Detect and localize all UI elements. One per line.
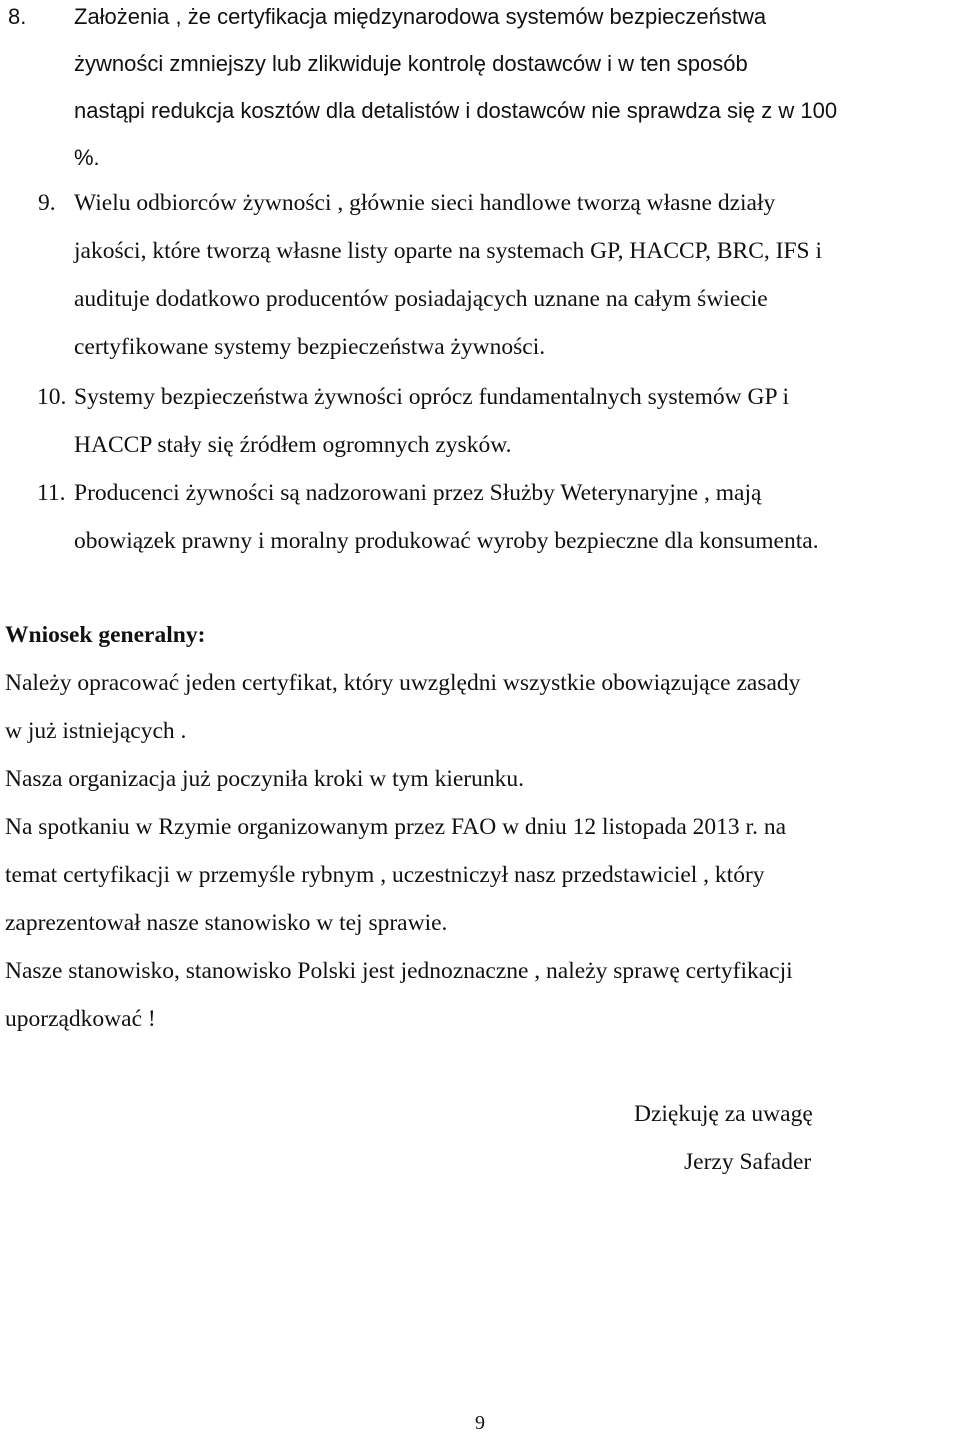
conclusion-line: Należy opracować jeden certyfikat, który uwzględni wszystkie obowiązujące zasady [5,670,801,696]
list-item-line: jakości, które tworzą własne listy oparte na systemach GP, HACCP, BRC, IFS i [74,238,823,264]
list-item [0,179,960,371]
list-item-line: certyfikowane systemy bezpieczeństwa żywności. [74,334,546,360]
conclusion-line: Nasza organizacja już poczyniła kroki w tym kierunku. [5,766,524,792]
signatory-name: Jerzy Safader [684,1149,812,1175]
list-item-line: Producenci żywności są nadzorowani przez Służby Weterynaryjne , mają [74,480,762,506]
list-item [0,0,960,181]
list-item-line: żywności zmniejszy lub zlikwiduje kontrolę dostawców i w ten sposób [74,51,748,76]
list-item-number: 9. [38,190,56,216]
conclusion-line: Na spotkaniu w Rzymie organizowanym przez FAO w dniu 12 listopada 2013 r. na [5,814,787,840]
list-item-number: 8. [8,4,27,29]
list-item-line: Wielu odbiorców żywności , głównie sieci handlowe tworzą własne działy [74,190,776,216]
page-number: 9 [475,1412,485,1434]
list-item-line: HACCP stały się źródłem ogromnych zysków. [74,432,512,458]
list-item-line: nastąpi redukcja kosztów dla detalistów i dostawców nie sprawdza się z w 100 [74,98,838,123]
conclusion-line: zaprezentował nasze stanowisko w tej sprawie. [5,910,448,936]
list-item-number: 11. [37,480,66,506]
list-item [0,469,960,565]
list-item-line: Założenia , że certyfikacja międzynarodowa systemów bezpieczeństwa [74,4,767,29]
conclusion-line: w już istniejących . [5,718,187,744]
closing-thanks: Dziękuję za uwagę [634,1101,813,1127]
conclusion-heading: Wniosek generalny: [5,622,206,648]
conclusion-line: Nasze stanowisko, stanowisko Polski jest jednoznaczne , należy sprawę certyfikacji [5,958,793,984]
list-item-line: audituje dodatkowo producentów posiadających uznane na całym świecie [74,286,768,312]
list-item-line: Systemy bezpieczeństwa żywności oprócz fundamentalnych systemów GP i [74,384,790,410]
signature-block [634,1090,813,1186]
conclusion-line: uporządkować ! [5,1006,156,1032]
list-item-line: obowiązek prawny i moralny produkować wyroby bezpieczne dla konsumenta. [74,528,819,554]
conclusion-line: temat certyfikacji w przemyśle rybnym , uczestniczył nasz przedstawiciel , który [5,862,765,888]
conclusion-section [5,611,955,1043]
list-item-line: %. [74,145,100,170]
list-item-number: 10. [37,384,67,410]
list-item [0,373,960,469]
